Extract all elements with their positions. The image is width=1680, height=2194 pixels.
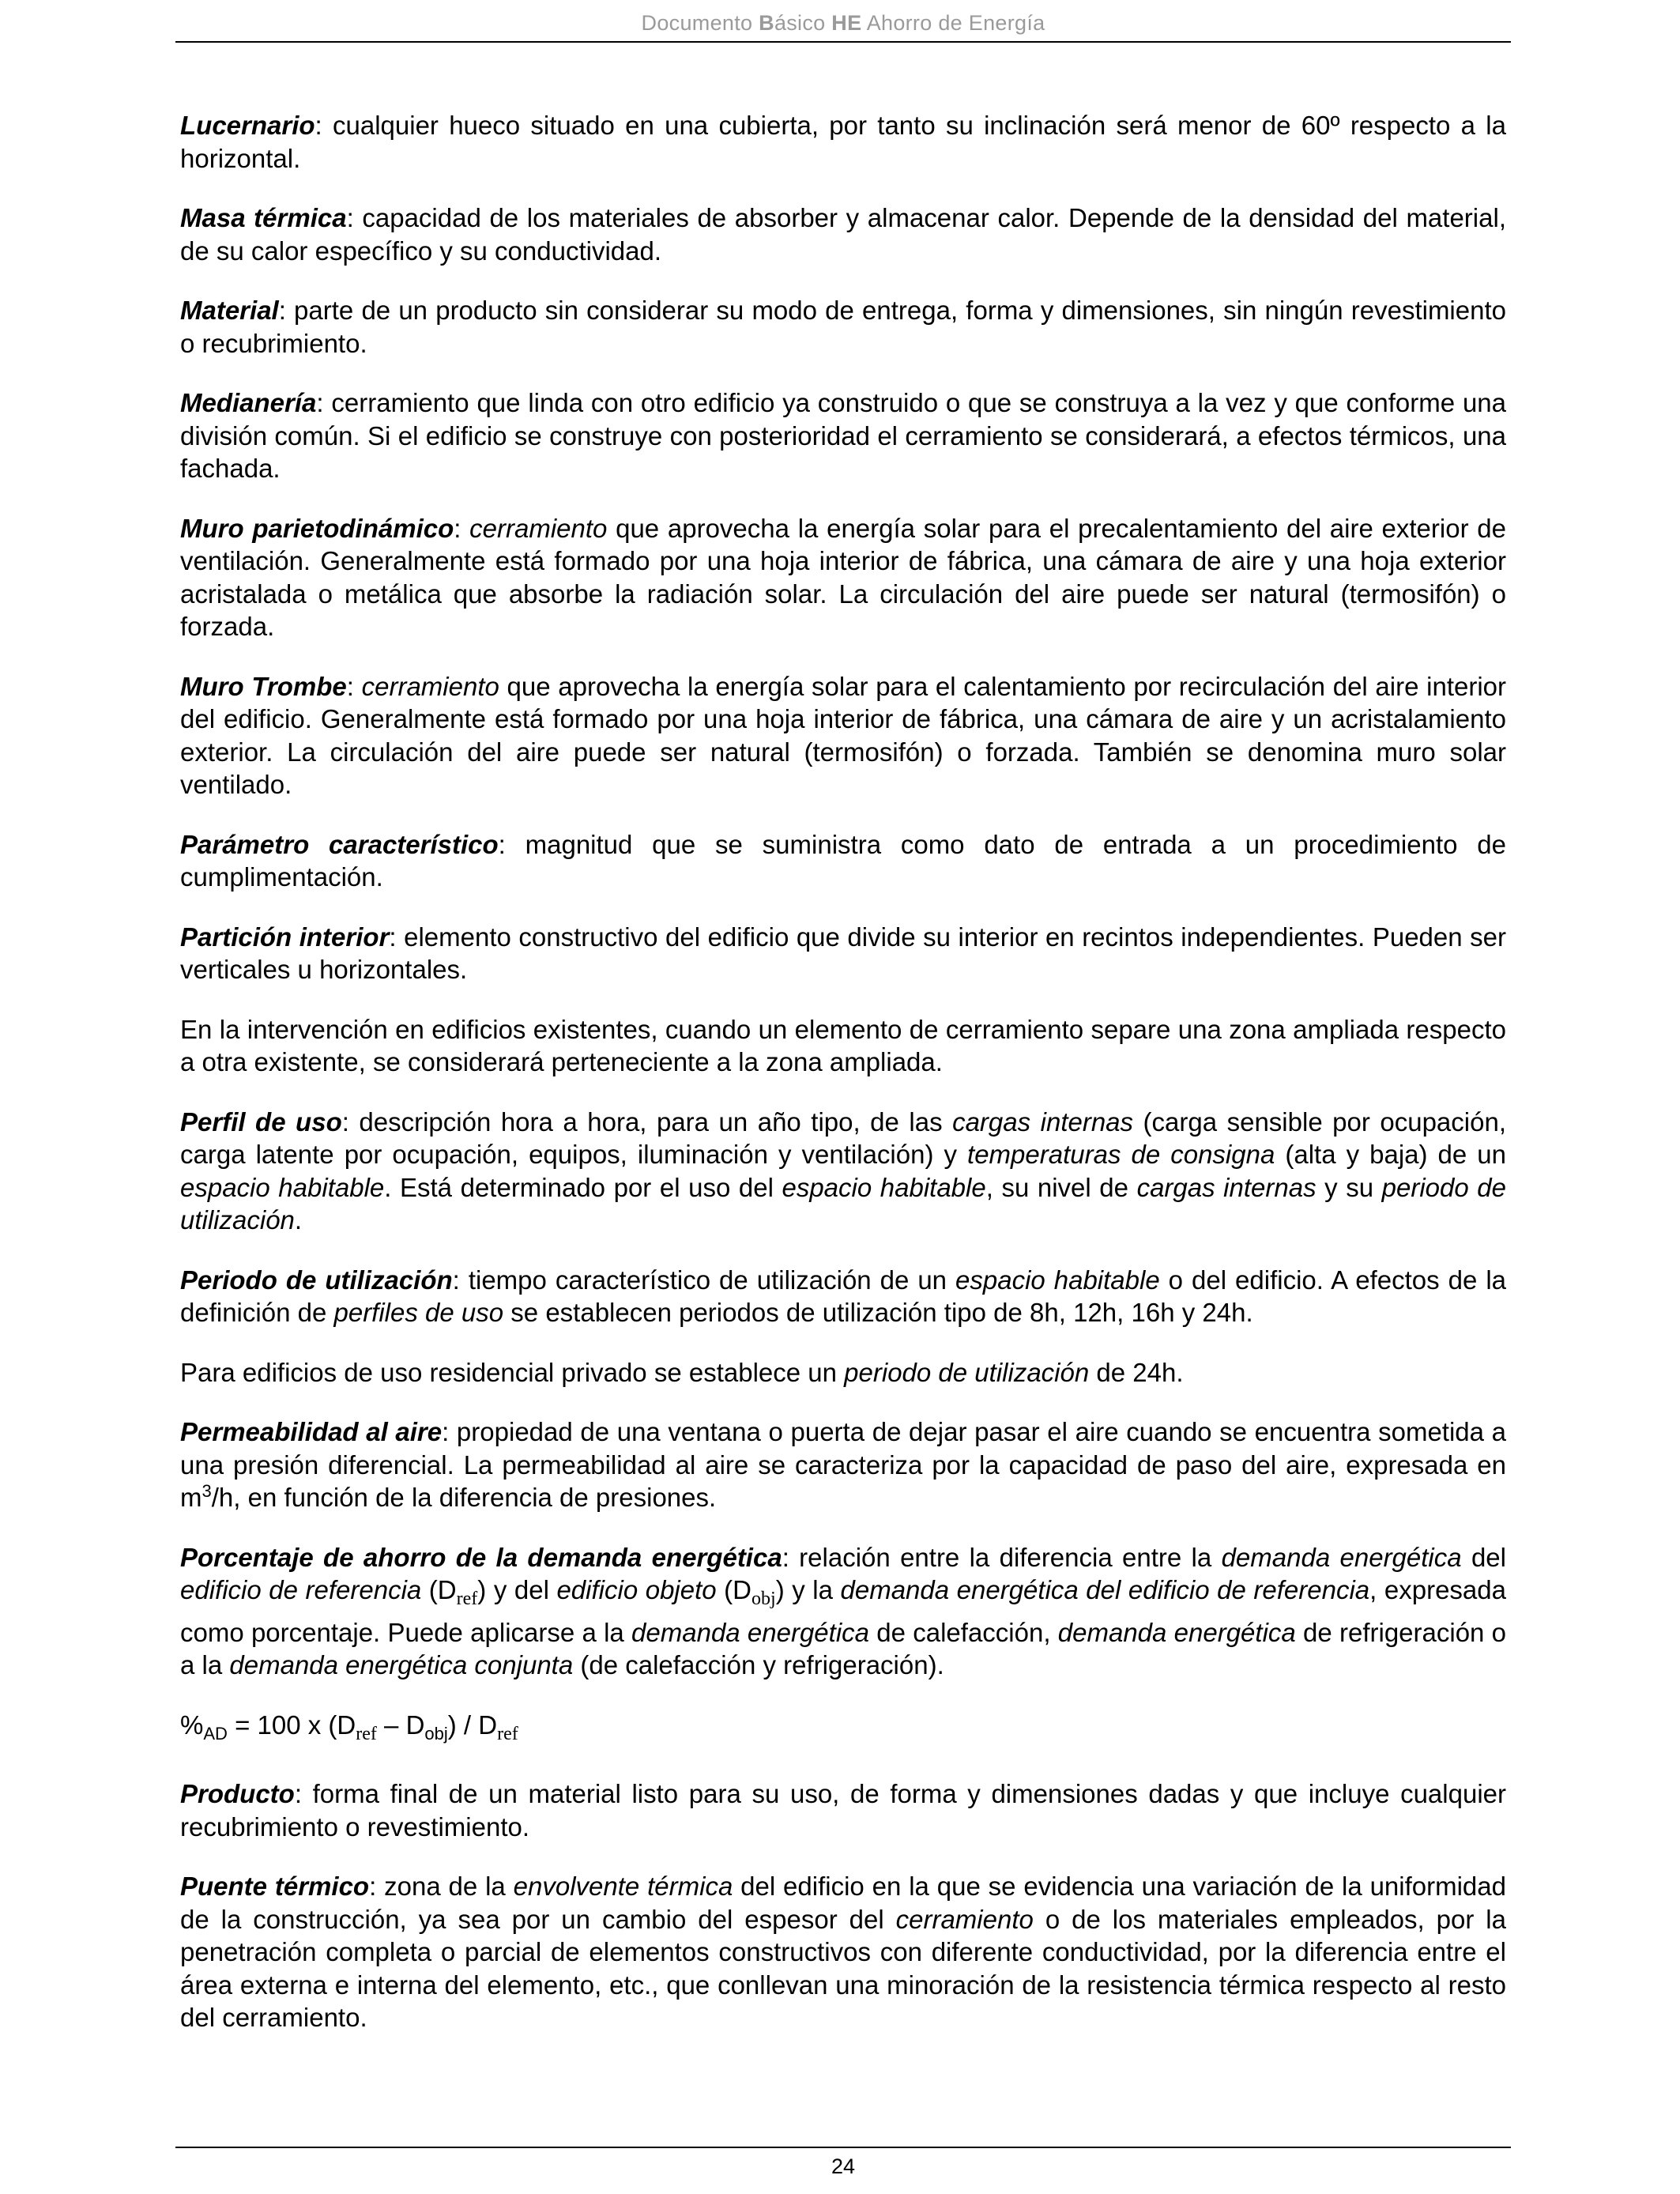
definition-part: de calefacción, [869,1617,1058,1647]
italic-reference: espacio habitable [955,1265,1160,1295]
italic-reference: cerramiento [895,1904,1034,1934]
definition-part: : descripción hora a hora, para un año tipo, de las [341,1106,953,1137]
definition-part: del [1461,1542,1506,1572]
definition-part: ) y del [477,1575,557,1604]
term: Parámetro característico [180,829,499,859]
definition-part: (de calefacción y refrigeración). [573,1650,944,1679]
definition-part: que aprovecha la energía solar para el calentamiento por recirculación del aire interior del edificio. Generalmente está formado por una hoja interior de fábrica, una cámara de aire y un acristalamiento exterior. La circulación del aire puede ser natural (termosifón) o forzada. También se denomina muro solar ventilado. [180,671,1507,799]
definition-part: : zona de la [369,1872,514,1901]
entry-muro-trombe [180,670,1506,801]
formula-part: = 100 x (D [227,1710,356,1740]
definition-part: : tiempo característico de utilización de un [452,1265,956,1295]
term: Partición interior [180,922,390,952]
entry-puente-termico [180,1870,1506,2034]
term: Lucernario [180,111,315,140]
subscript: AD [203,1723,228,1744]
page-header [175,11,1511,43]
italic-reference: cerramiento [469,513,608,543]
term: Periodo de utilización [180,1265,453,1295]
definition-part: de refrigeración o a la [180,1617,1507,1679]
term: Perfil de uso [180,1106,342,1137]
italic-reference: demanda energética del edificio de referencia [840,1575,1370,1604]
term: Producto [180,1779,295,1808]
formula-part: % [180,1710,204,1740]
header-text-3: Ahorro de Energía [861,11,1045,35]
definition-part: se establecen periodos de utilización tipo de 8h, 12h, 16h y 24h. [503,1298,1253,1327]
definition-part: o de los materiales empleados, por la penetración completa o parcial de elementos constructivos con diferente conductividad, por la diferencia entre el área externa e interna del elemento, etc., que conllevan una minoración de la resistencia térmica respecto al resto del cerramiento. [180,1904,1506,2032]
term: Medianería [180,388,317,417]
italic-reference: edificio de referencia [180,1575,422,1604]
term: Permeabilidad al aire [180,1417,443,1446]
definition: : parte de un producto sin considerar su modo de entrega, forma y dimensiones, sin ningún revestimiento o recubrimiento. [180,296,1506,358]
italic-reference: temperaturas de consigna [967,1140,1275,1169]
subscript: obj [751,1589,776,1609]
footer-rule [175,2147,1511,2148]
header-text-2: ásico [774,11,832,35]
italic-reference: demanda energética [631,1617,870,1647]
definition-part: (carga sensible por ocupación, carga latente por ocupación, equipos, iluminación y ventilación) y [180,1106,1506,1169]
definition: : forma final de un material listo para su uso, de forma y dimensiones dadas y que incluye cualquier recubrimiento o revestimiento. [180,1779,1506,1842]
italic-reference: edificio objeto [556,1575,717,1604]
periodo-note [180,1356,1506,1389]
definition-part: y su [1316,1172,1382,1202]
italic-reference: cerramiento [361,671,499,701]
definition-part: o del edificio. A efectos de la definición de [180,1265,1507,1327]
italic-reference: cargas internas [952,1106,1134,1137]
definition-part: (D [421,1575,457,1604]
note-text: Para edificios de uso residencial privado se establece un [180,1357,845,1387]
term: Muro Trombe [180,671,347,701]
italic-reference: espacio habitable [180,1172,385,1202]
definition-part: , expresada como porcentaje. Puede aplicarse a la [180,1575,1506,1647]
subscript: ref [356,1723,377,1744]
definition: : cualquier hueco situado en una cubierta, por tanto su inclinación será menor de 60º respecto a la horizontal. [180,111,1506,173]
definition: : cerramiento que linda con otro edificio ya construido o que se construya a la vez y que conforme una división común. Si el edificio se construye con posterioridad el cerramiento se considerará, a efectos térmicos, una fachada. [180,388,1506,483]
definition-part: : propiedad de una ventana o puerta de dejar pasar el aire cuando se encuentra sometida a una presión diferencial. La permeabilidad al aire se caracteriza por la capacidad de paso del aire, expresada en m [180,1417,1506,1512]
definition-part: . Está determinado por el uso del [384,1172,782,1202]
definition-part: que aprovecha la energía solar para el precalentamiento del aire exterior de ventilación. Generalmente está formado por una hoja interior de fábrica, una cámara de aire y una hoja exterior acristalada o metálica que absorbe la radiación solar. La circulación del aire puede ser natural (termosifón) o forzada. [180,513,1506,641]
italic-reference: demanda energética conjunta [229,1650,574,1679]
entry-perfil-de-uso [180,1106,1506,1237]
header-bold-2: HE [831,11,862,35]
italic-reference: demanda energética [1221,1542,1462,1572]
entry-masa-termica [180,202,1506,267]
italic-reference: periodo de utilización [180,1172,1506,1235]
entry-periodo-de-utilizacion [180,1264,1506,1329]
entry-lucernario [180,109,1506,175]
term: Puente térmico [180,1872,370,1901]
definition-part: : [454,513,470,543]
definition: : magnitud que se suministra como dato de entrada a un procedimiento de cumplimentación. [180,829,1506,892]
term: Porcentaje de ahorro de la demanda energética [180,1542,782,1572]
header-rule [175,41,1511,43]
italic-reference: perfiles de uso [333,1298,504,1327]
term: Masa térmica [180,203,347,232]
definition-part: ) y la [775,1575,841,1604]
document-body [180,109,1506,2061]
italic-reference: cargas internas [1136,1172,1317,1202]
formula-porcentaje-ahorro [180,1709,1506,1751]
entry-permeabilidad-al-aire [180,1416,1506,1514]
superscript: 3 [202,1481,212,1501]
entry-producto [180,1777,1506,1843]
subscript: obj [424,1723,448,1744]
header-bold-1: B [759,11,774,35]
definition-part: (alta y baja) de un [1275,1140,1506,1169]
entry-particion-interior [180,921,1506,986]
formula-part: ) / D [447,1710,498,1740]
entry-medianeria [180,386,1506,485]
definition: : elemento constructivo del edificio que divide su interior en recintos independientes. Pueden ser verticales u horizontales. [180,922,1506,984]
note-text: En la intervención en edificios existentes, cuando un elemento de cerramiento separe una zona ampliada respecto a otra existente, se considerará perteneciente a la zona ampliada. [180,1014,1506,1076]
definition-part: (D [716,1575,752,1604]
entry-material [180,294,1506,360]
entry-muro-parietodinamico [180,512,1506,643]
definition-part: . [294,1205,303,1235]
term: Material [180,296,279,325]
definition-part: /h, en función de la diferencia de presiones. [211,1483,717,1512]
italic-reference: espacio habitable [782,1172,986,1202]
entry-parametro-caracteristico [180,828,1506,894]
subscript: ref [456,1589,478,1609]
definition-part: del edificio en la que se evidencia una variación de la uniformidad de la construcción, ya sea por un cambio del espesor del [180,1872,1506,1934]
definition-part: , su nivel de [985,1172,1137,1202]
particion-note [180,1013,1506,1079]
header-text-1: Documento [641,11,759,35]
italic-reference: periodo de utilización [844,1357,1090,1387]
definition-part: : relación entre la diferencia entre la [782,1542,1222,1572]
note-text: de 24h. [1089,1357,1184,1387]
definition: : capacidad de los materiales de absorber y almacenar calor. Depende de la densidad del material, de su calor específico y su conductividad. [180,203,1506,266]
entry-porcentaje-de-ahorro [180,1541,1506,1682]
formula-part: – D [376,1710,425,1740]
definition-part: : [346,671,362,701]
italic-reference: envolvente térmica [513,1872,733,1901]
subscript: ref [497,1723,518,1744]
term: Muro parietodinámico [180,513,454,543]
page-number: 24 [831,2154,856,2178]
italic-reference: demanda energética [1057,1617,1296,1647]
